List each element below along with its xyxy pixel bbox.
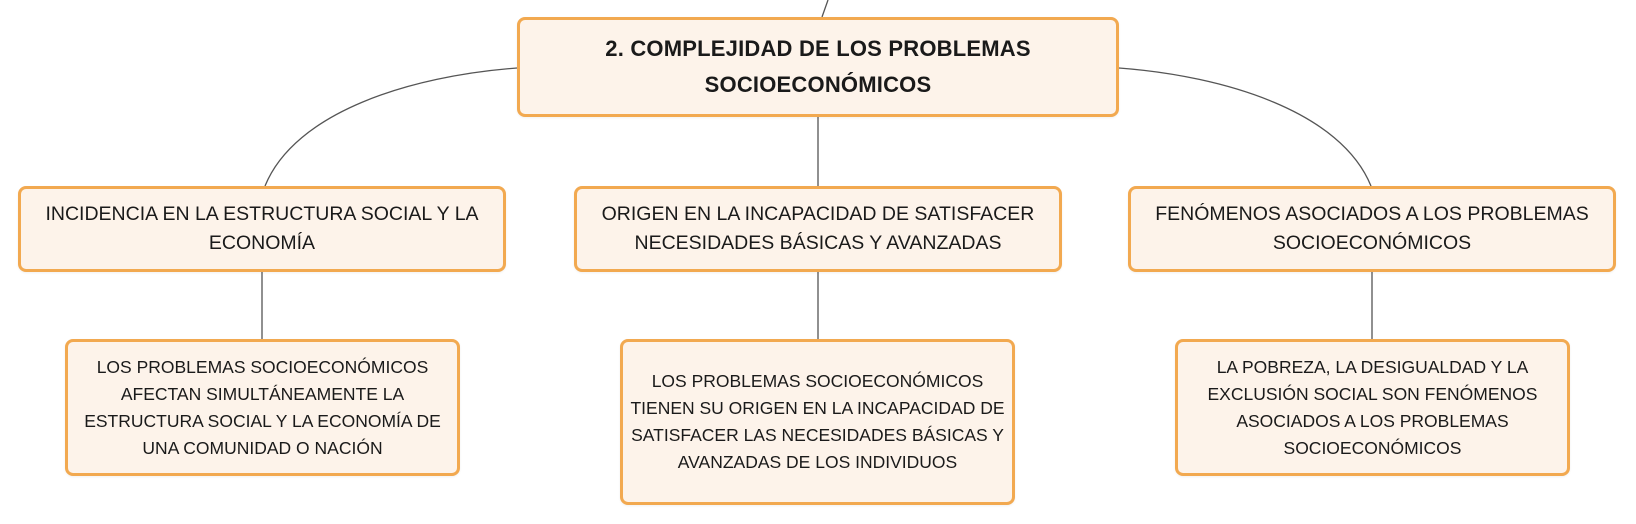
branch-node-origen xyxy=(574,186,1062,272)
branch-node-fenomenos xyxy=(1128,186,1616,272)
branch-node-label: FENÓMENOS ASOCIADOS A LOS PROBLEMAS SOCIOECONÓMICOS xyxy=(1155,203,1589,254)
detail-node-incidencia xyxy=(65,339,460,476)
detail-node-origen xyxy=(620,339,1015,505)
branch-node-incidencia xyxy=(18,186,506,272)
connector-root-to-right-branch xyxy=(1119,68,1371,186)
branch-node-label: ORIGEN EN LA INCAPACIDAD DE SATISFACER NECESIDADES BÁSICAS Y AVANZADAS xyxy=(601,203,1035,254)
connector-root-to-left-branch xyxy=(265,68,517,186)
detail-node-text: LOS PROBLEMAS SOCIOECONÓMICOS TIENEN SU ORIGEN EN LA INCAPACIDAD DE SATISFACER LAS NECESIDADES BÁSICAS Y AVANZADAS DE LOS INDIVIDUOS xyxy=(630,371,1005,472)
detail-node-fenomenos xyxy=(1175,339,1570,476)
detail-node-text: LA POBREZA, LA DESIGUALDAD Y LA EXCLUSIÓN SOCIAL SON FENÓMENOS ASOCIADOS A LOS PROBLEMAS SOCIOECONÓMICOS xyxy=(1207,356,1538,458)
branch-node-label: INCIDENCIA EN LA ESTRUCTURA SOCIAL Y LA ECONOMÍA xyxy=(45,203,479,254)
detail-node-text: LOS PROBLEMAS SOCIOECONÓMICOS AFECTAN SIMULTÁNEAMENTE LA ESTRUCTURA SOCIAL Y LA ECONOMÍA DE UNA COMUNIDAD O NACIÓN xyxy=(84,356,441,458)
root-node-label: 2. COMPLEJIDAD DE LOS PROBLEMAS SOCIOECONÓMICOS xyxy=(605,36,1031,97)
connector-incoming xyxy=(822,0,828,17)
root-node xyxy=(517,17,1119,117)
